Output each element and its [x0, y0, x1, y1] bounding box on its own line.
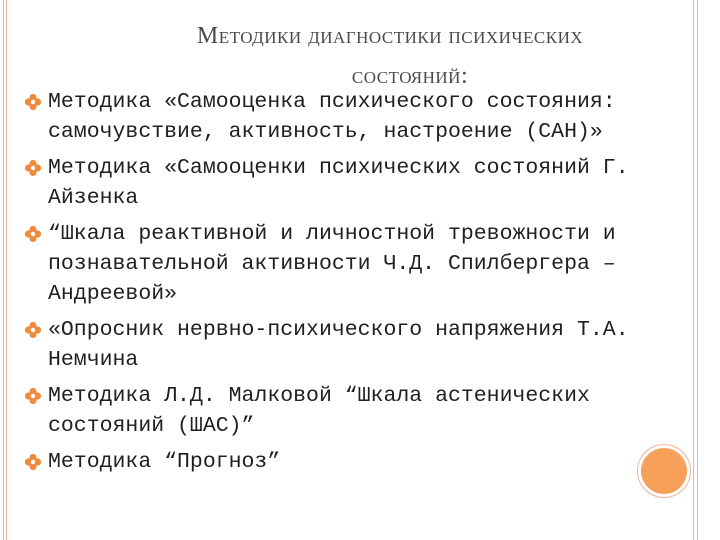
flower-bullet-icon [24, 387, 42, 405]
left-border-line [6, 0, 7, 540]
flower-bullet-icon [24, 93, 42, 111]
left-border-line [3, 0, 4, 540]
list-item-text: Методика «Самооценка психического состояния: самочувствие, активность, настроение (САН)» [48, 90, 616, 144]
flower-bullet-icon [24, 321, 42, 339]
slide-title [80, 16, 680, 96]
list-item [24, 87, 654, 147]
list-item-text: “Шкала реактивной и личностной тревожности и познавательной активности Ч.Д. Спилбергера – Андреевой» [48, 222, 616, 306]
list-item [24, 381, 654, 441]
list-item-text: Методика “Прогноз” [48, 450, 281, 474]
list-item [24, 315, 654, 375]
list-item [24, 447, 654, 477]
title-line-1: Методики диагностики психических [196, 23, 584, 49]
method-list [24, 87, 654, 483]
flower-bullet-icon [24, 225, 42, 243]
title-line-2: состояний: [351, 63, 469, 89]
flower-bullet-icon [24, 453, 42, 471]
list-item-text: «Опросник нервно-психического напряжения Т.А. Немчина [48, 318, 629, 372]
list-item [24, 153, 654, 213]
list-item [24, 219, 654, 309]
list-item-text: Методика «Самооценки психических состояний Г. Айзенка [48, 156, 629, 210]
right-border-line [693, 0, 694, 540]
flower-bullet-icon [24, 159, 42, 177]
right-border-line [697, 0, 698, 540]
list-item-text: Методика Л.Д. Малковой “Шкала астенических состояний (ШАС)” [48, 384, 590, 438]
